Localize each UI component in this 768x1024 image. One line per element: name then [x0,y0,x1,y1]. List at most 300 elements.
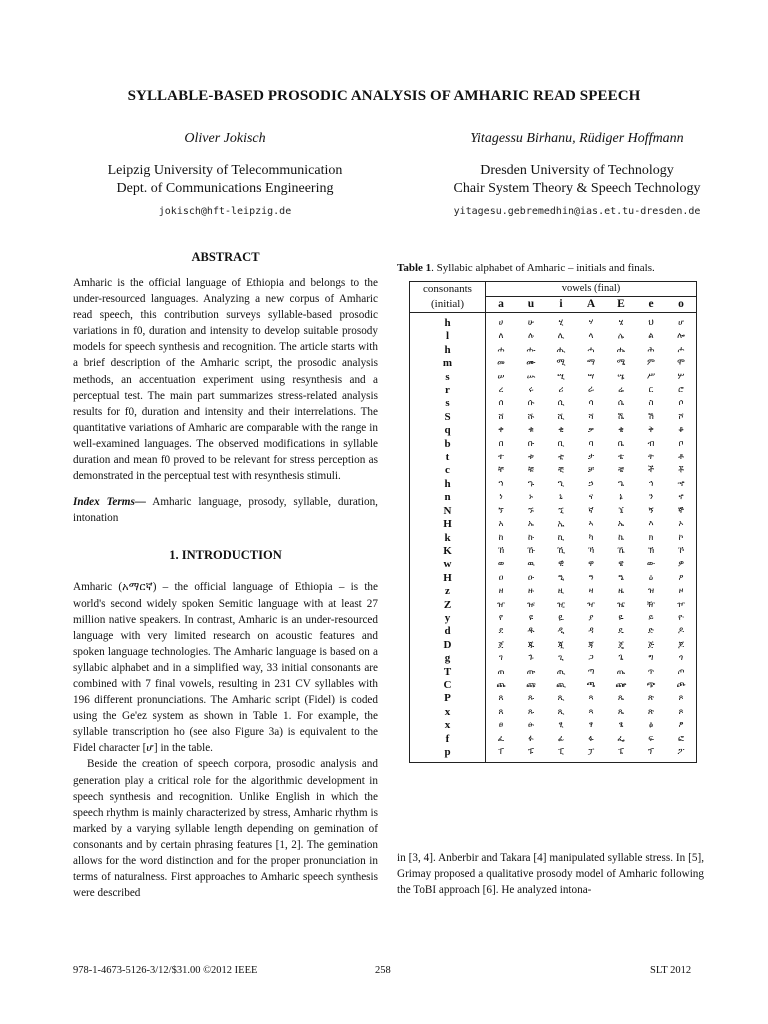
syllable-cell: ን [648,492,654,503]
syllable-cell: ፀ [498,720,504,731]
syllable-cell: ቻ [587,465,595,476]
syllable-cell: ም [647,358,655,369]
vowel-header: u [516,297,546,313]
syllable-cell: ጅ [647,639,655,650]
table-row [410,330,697,343]
syllable-cell: ፃ [588,720,594,731]
syllable-cell: ኼ [617,545,625,556]
consonant-cell: Z [410,599,486,612]
syllable-cell: ዙ [528,586,534,597]
syllable-cell: ሱ [527,398,535,409]
consonant-cell: p [410,746,486,763]
table-row [410,706,697,719]
syllable-cell: ዣ [587,599,595,610]
syllable-cell: ሬ [618,385,624,396]
syllable-cell: አ [498,519,504,530]
syllable-cell: ኃ [588,478,594,489]
syllable-cell: ኮ [678,532,684,543]
syllable-cell: ፖ [666,746,697,763]
syllable-cell: ዦ [677,599,685,610]
consonant-cell: h [410,344,486,357]
syllable-cell: ጭ [646,679,656,690]
syllable-cell: ዤ [617,599,625,610]
syllable-cell: ክ [648,532,654,543]
syllable-cell: ቆ [678,425,684,436]
syllable-cell: ዩ [528,612,534,623]
syllable-cell: ጤ [616,666,626,677]
syllable-cell: ዐ [498,572,504,583]
table-row [410,518,697,531]
syllable-cell: ቲ [558,452,564,463]
syllable-cell: ሊ [557,331,565,342]
footer-conference: SLT 2012 [650,965,692,976]
syllable-cell: ጉ [528,653,534,664]
syllable-cell: ሸ [498,411,504,422]
consonant-cell: c [410,464,486,477]
syllable-cell: ሄ [618,318,624,328]
syllable-cell: ቡ [527,438,535,449]
consonant-cell: f [410,733,486,746]
consonant-cell: t [410,451,486,464]
syllable-cell: ጩ [526,679,536,690]
syllable-cell: ሽ [648,411,654,422]
author-block-right [392,130,762,217]
syllable-cell: ተ [498,452,504,463]
syllable-cell: ወ [497,559,505,570]
syllable-cell: ሒ [556,344,566,355]
syllable-cell: ጋ [588,653,594,664]
consonant-cell: g [410,652,486,665]
syllable-cell: ዚ [557,586,565,597]
table-row [410,344,697,357]
consonant-cell: h [410,313,486,331]
consonant-cell: T [410,666,486,679]
consonant-cell: S [410,411,486,424]
syllable-cell: ኆ [677,478,685,489]
syllable-cell: ዬ [618,612,624,623]
syllable-cell: ሞ [677,358,685,369]
table-row [410,585,697,598]
syllable-cell: ሶ [678,398,684,409]
table-vowel-row [410,297,697,313]
syllable-cell: ቅ [648,425,654,436]
syllable-cell: ፐ [486,746,517,763]
syllable-cell: ኽ [647,545,655,556]
affiliation-right-2: Chair System Theory & Speech Technology [453,181,701,196]
table-row [410,545,697,558]
syllable-cell: ጸ [498,693,504,704]
syllable-cell: ኾ [677,545,685,556]
syllable-cell: ዑ [527,572,535,583]
syllable-cell: ጌ [618,653,624,664]
syllable-cell: ዔ [618,572,624,583]
consonant-cell: P [410,692,486,705]
syllable-cell: ህ [648,318,654,328]
table-row [410,478,697,491]
syllable-cell: ዝ [647,586,655,597]
affiliation-left-1: Leipzig University of Telecommunication [107,163,343,178]
syllable-cell: ጁ [527,639,535,650]
syllable-cell: ታ [587,452,595,463]
consonant-cell: m [410,357,486,370]
syllable-cell: ዌ [618,559,624,570]
syllable-cell: ሜ [616,358,626,369]
syllable-cell: ሰ [498,398,504,409]
syllable-cell: ቤ [617,438,625,449]
syllable-cell: ሼ [617,411,625,422]
syllable-cell: ዞ [678,586,684,597]
consonant-cell: x [410,706,486,719]
syllable-cell: ጮ [676,679,686,690]
syllable-cell: ሖ [677,344,685,355]
syllable-cell: ጃ [588,639,594,650]
syllable-cell: ገ [499,653,503,664]
vowel-header: i [546,297,576,313]
syllable-cell: ፎ [678,733,684,744]
header-consonants: consonants [410,282,486,297]
syllable-cell: ዮ [678,612,684,623]
syllable-cell: ሁ [527,318,535,328]
affiliation-left-2: Dept. of Communications Engineering [116,181,334,196]
syllable-cell: ስ [648,398,654,409]
syllable-cell: ጠ [497,666,505,677]
syllable-cell: ዊ [558,559,564,570]
syllable-cell: ፌ [617,733,625,744]
syllable-cell: ዖ [678,572,684,583]
consonant-cell: k [410,532,486,545]
syllable-cell: ጦ [677,666,685,677]
table-row [410,612,697,625]
vowel-header: e [636,297,666,313]
syllable-cell: ጢ [556,666,566,677]
table-row [410,491,697,504]
syllable-cell: ኢ [557,519,565,530]
syllable-cell: መ [497,358,505,369]
syllable-cell: ከ [498,532,504,543]
author-name-left: Oliver Jokisch [184,131,266,146]
table-row [410,692,697,705]
syllable-cell: ሤ [617,371,625,382]
syllable-cell: ሪ [558,385,564,396]
syllable-cell: ጽ [647,706,655,717]
syllable-cell: ጼ [617,693,625,704]
syllable-cell: ጻ [588,706,594,717]
consonant-cell: K [410,545,486,558]
syllable-cell: ፑ [516,746,546,763]
consonant-cell: w [410,558,486,571]
table-row [410,411,697,424]
syllable-cell: ሴ [617,398,625,409]
syllable-cell: ት [648,452,654,463]
consonant-cell: D [410,639,486,652]
syllable-cell: ፈ [497,733,505,744]
syllable-cell: ሎ [677,331,685,342]
syllable-cell: ዘ [498,586,504,597]
syllable-cell: ዋ [588,559,594,570]
table-row [410,438,697,451]
footer-page-number: 258 [375,965,391,976]
syllable-cell: ኚ [558,505,564,516]
syllable-cell: ነ [499,492,503,503]
consonant-cell: y [410,612,486,625]
syllable-cell: ሦ [677,371,685,382]
syllable-cell: ቦ [678,438,684,449]
syllable-cell: ሻ [588,411,594,422]
syllable-cell: ዕ [648,572,654,583]
syllable-cell: ኑ [528,492,534,503]
syllable-cell: ጹ [527,706,535,717]
header-initial: (initial) [410,297,486,313]
consonant-cell: H [410,572,486,585]
vowel-header: E [606,297,636,313]
syllable-cell: ዢ [557,599,565,610]
syllable-cell: ጡ [526,666,536,677]
syllable-cell: ኜ [618,505,624,516]
syllable-cell: ኒ [559,492,563,503]
syllable-cell: ኄ [617,478,625,489]
syllable-cell: ሃ [588,318,594,328]
syllable-cell: ና [588,492,594,503]
table-row [410,505,697,518]
syllable-cell: ጎ [678,653,684,664]
vowel-header: o [666,297,697,313]
syllable-cell: ጪ [556,679,566,690]
syllable-cell: ሓ [587,344,595,355]
syllable-cell: ው [646,559,656,570]
footer-isbn: 978-1-4673-5126-3/12/$31.00 ©2012 IEEE [73,965,258,976]
syllable-cell: ረ [498,385,504,396]
syllable-cell: ፅ [648,720,654,731]
syllable-cell: ግ [648,653,654,664]
table-row [410,451,697,464]
syllable-cell: ሐ [497,344,505,355]
syllable-cell: ሣ [587,371,595,382]
table-row [410,384,697,397]
consonant-cell: s [410,397,486,410]
syllable-cell: ጽ [647,693,655,704]
syllable-cell: ፂ [558,720,564,731]
email-right: yitagesu.gebremedhin@ias.et.tu-dresden.de [453,206,701,217]
syllable-cell: ቺ [558,465,564,476]
syllable-cell: ኹ [527,545,535,556]
syllable-cell: ኀ [498,478,504,489]
syllable-cell: ላ [588,331,594,342]
table-row [410,746,697,763]
syllable-cell: ኬ [618,532,624,543]
syllable-cell: ጸ [498,706,504,717]
consonant-cell: h [410,478,486,491]
table-caption-text: . Syllabic alphabet of Amharic – initials and finals. [431,262,655,274]
table-header-row [410,282,697,297]
email-left: jokisch@hft-leipzig.de [158,206,292,217]
syllable-cell: ቁ [528,425,534,436]
table-row [410,719,697,732]
syllable-cell: በ [498,438,504,449]
syllable-cell: ፔ [606,746,636,763]
consonant-cell: r [410,384,486,397]
syllable-cell: ቂ [558,425,564,436]
syllable-cell: ኘ [498,505,504,516]
syllable-cell: ጾ [678,706,684,717]
syllable-cell: ሉ [527,331,535,342]
syllable-cell: ሙ [526,358,536,369]
syllable-cell: ዡ [527,599,535,610]
table-row [410,666,697,679]
index-terms [73,494,378,526]
syllable-cell: ኪ [557,532,565,543]
table-row [410,625,697,638]
syllable-cell: ቼ [618,465,624,476]
syllable-cell: ዲ [557,626,565,637]
syllable-cell: ር [648,385,654,396]
syllable-cell: ጼ [617,706,625,717]
syllable-cell: ቀ [498,425,504,436]
syllable-cell: ሾ [678,411,684,422]
introduction-right-text: in [3, 4]. Anberbir and Takara [4] manipulated syllable stress. In [5], Grimay proposed a qualitative prosody model of Amharic following the ToBI approach [6]. He analyzed intona- [397,852,704,897]
abstract-heading: ABSTRACT [191,250,260,264]
syllable-cell: ሆ [678,318,684,328]
table-row [410,313,697,331]
syllable-cell: ዴ [618,626,624,637]
syllable-cell: ዜ [618,586,624,597]
syllable-cell: ጫ [586,679,596,690]
table-row [410,599,697,612]
syllable-cell: ያ [588,612,594,623]
syllable-cell: ሥ [646,371,656,382]
syllable-cell: ች [647,465,654,476]
syllable-cell: ሹ [527,411,535,422]
consonant-cell: z [410,585,486,598]
syllable-cell: ኂ [557,478,565,489]
syllable-cell: ፋ [588,733,594,744]
syllable-cell: ጄ [618,639,624,650]
syllable-cell: ዛ [588,586,594,597]
syllable-cell: ሀ [498,318,504,328]
syllable-cell: ሌ [617,331,625,342]
consonant-cell: q [410,424,486,437]
consonant-cell: n [410,491,486,504]
syllable-cell: ዎ [677,559,684,570]
syllable-cell: ኤ [617,519,625,530]
introduction-heading: 1. INTRODUCTION [169,548,282,563]
syllable-cell: ሳ [588,398,594,409]
syllable-cell: ዉ [527,559,535,570]
table-row [410,652,697,665]
syllable-cell: ኡ [527,519,535,530]
consonant-cell: H [410,518,486,531]
syllable-cell: ለ [498,331,504,342]
syllable-cell: ፁ [527,720,535,731]
syllable-cell: ቾ [678,465,684,476]
author-block-left [40,130,410,217]
syllable-cell: ዪ [558,612,564,623]
syllable-cell: ባ [588,438,594,449]
consonant-cell: d [410,625,486,638]
fidel-table [409,281,697,763]
syllable-cell: ዓ [588,572,594,583]
syllable-cell: ፉ [528,733,534,744]
syllable-cell: ኙ [528,505,534,516]
syllable-cell: ፍ [648,733,654,744]
paper-title: SYLLABLE-BASED PROSODIC ANALYSIS OF AMHARIC READ SPEECH [127,88,641,104]
syllable-cell: ቴ [618,452,624,463]
consonant-cell: C [410,679,486,692]
table-row [410,532,697,545]
syllable-cell: ዒ [557,572,565,583]
index-terms-text: Amharic language, prosody, syllable, duration, intonation [73,496,378,525]
table-row [410,733,697,746]
syllable-cell: ራ [587,385,595,396]
syllable-cell: ኛ [588,505,594,516]
syllable-cell: ድ [648,626,654,637]
syllable-cell: ሠ [497,371,505,382]
syllable-cell: ይ [648,612,654,623]
syllable-cell: ሔ [616,344,626,355]
syllable-cell: ሚ [556,358,566,369]
consonant-cell: x [410,719,486,732]
consonant-cell: s [410,371,486,384]
syllable-cell: ጨ [496,679,506,690]
header-vowels: vowels (final) [486,282,697,297]
affiliation-right-1: Dresden University of Technology [480,163,674,178]
syllable-cell: ሢ [557,371,565,382]
syllable-cell: ኞ [678,505,684,516]
left-column [73,250,378,901]
syllable-cell: ኺ [557,545,565,556]
table-row [410,572,697,585]
consonant-cell: b [410,438,486,451]
syllable-cell: ጹ [527,693,535,704]
vowel-header: a [486,297,517,313]
table-caption [397,262,707,274]
syllable-cell: ፒ [546,746,576,763]
syllable-cell: ሩ [528,385,534,396]
right-column-text [397,850,704,898]
syllable-cell: እ [648,519,654,530]
table-row [410,558,697,571]
syllable-cell: ቹ [528,465,534,476]
syllable-cell: ቸ [498,465,504,476]
syllable-cell: ዳ [588,626,594,637]
table-row [410,371,697,384]
syllable-cell: ፆ [678,720,684,731]
syllable-cell: ፊ [557,733,565,744]
syllable-cell: ሕ [647,344,655,355]
consonant-cell: N [410,505,486,518]
syllable-cell: ካ [588,532,594,543]
table-row [410,357,697,370]
consonant-cell: l [410,330,486,343]
syllable-cell: ሺ [557,411,565,422]
syllable-cell: ቃ [587,425,595,436]
syllable-cell: ል [648,331,654,342]
table-row [410,424,697,437]
syllable-cell: ፓ [576,746,606,763]
syllable-cell: ጻ [588,693,594,704]
syllable-cell: ኖ [678,492,684,503]
table-row [410,464,697,477]
syllable-cell: ማ [586,358,596,369]
syllable-cell: ጾ [678,693,684,704]
syllable-cell: ደ [498,626,504,637]
syllable-cell: ኅ [648,478,654,489]
syllable-cell: ጆ [677,639,685,650]
syllable-cell: ፄ [618,720,624,731]
syllable-cell: ፕ [636,746,666,763]
syllable-cell: ኦ [678,519,684,530]
table-row [410,397,697,410]
syllable-cell: ብ [647,438,655,449]
